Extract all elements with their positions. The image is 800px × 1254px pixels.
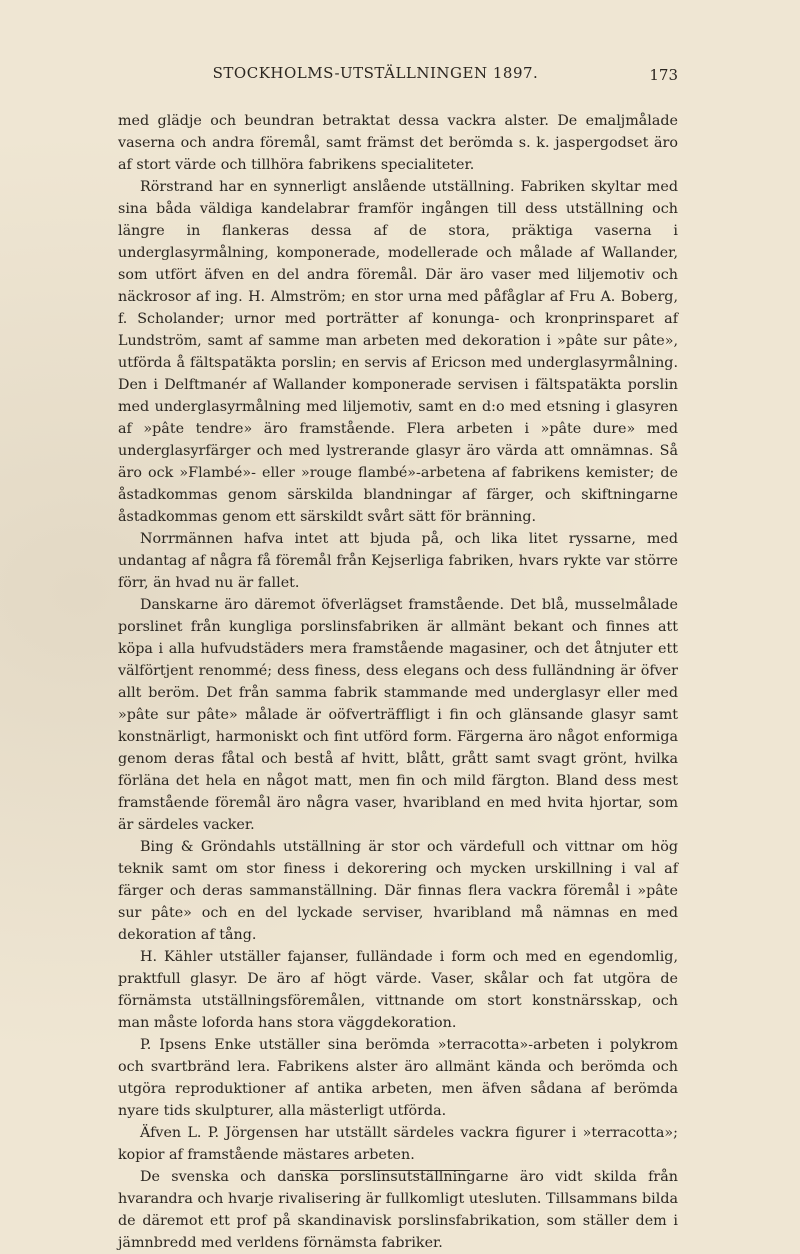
- paragraph: Bing & Gröndahls utställning är stor och värdefull och vittnar om hög teknik samt om stor finess i dekorering och mycken urskillning i val af färger och deras sammanställning. Där finnas flera vackra föremål i »pâte sur pâte» och en del lyckade serviser, hvaribland må nämnas en med dekoration af tång.: [118, 839, 678, 943]
- paragraph: Äfven L. P. Jörgensen har utställt särdeles vackra figurer i »terracotta»; kopior af framstående mästares arbeten.: [118, 1125, 678, 1163]
- running-head: STOCKHOLMS-UTSTÄLLNINGEN 1897.: [212, 64, 539, 82]
- paragraph: med glädje och beundran betraktat dessa vackra alster. De emaljmålade vaserna och andra föremål, samt främst det berömda s. k. jaspergodset äro af stort värde och tillhöra fabrikens specialiteter.: [118, 113, 678, 173]
- paragraph: P. Ipsens Enke utställer sina berömda »terracotta»-arbeten i polykrom och svartbränd lera. Fabrikens alster äro allmänt kända och berömda och utgöra reproduktioner af antika arbeten, men äfven sådana af berömda nyare tids skulpturer, alla mästerligt utförda.: [118, 1037, 678, 1119]
- body-text: [118, 110, 678, 1254]
- page-header: [118, 64, 678, 86]
- paragraph: Norrmännen hafva intet att bjuda på, och lika litet ryssarne, med undantag af några få föremål från Kejserliga fabriken, hvars rykte var större förr, än hvad nu är fallet.: [118, 531, 678, 591]
- paragraph: De svenska och danska porslinsutställningarne äro vidt skilda från hvarandra och hvarje rivalisering är fullkomligt utesluten. Tillsammans bilda de däremot ett prof på skandinavisk porslinsfabrikation, som ställer dem i jämnbredd med verldens förnämsta fabriker.: [118, 1169, 678, 1251]
- end-rule: [300, 1170, 470, 1171]
- paragraph: Rörstrand har en synnerligt anslående utställning. Fabriken skyltar med sina båda väldiga kandelabrar framför ingången till dess utställning och längre in flankeras dessa af de stora, präktiga vaserna i underglasyrmålning, komponerade, modellerade och målade af Wallander, som utfört äfven en del andra föremål. Där äro vaser med liljemotiv och näckrosor af ing. H. Almström; en stor urna med påfåglar af Fru A. Boberg, f. Scholander; urnor med porträtter af konunga- och kronprinsparet af Lundström, samt af samme man arbeten med dekoration i »pâte sur pâte», utförda å fältspatäkta porslin; en servis af Ericson med underglasyrmålning. Den i Delftmanér af Wallander komponerade servisen i fältspatäkta porslin med underglasyrmålning med liljemotiv, samt en d:o med etsning i glasyren af »pâte tendre» äro framstående. Flera arbeten i »pâte dure» med underglasyrfärger och med lystrerande glasyr äro värda att omnämnas. Så äro ock »Flambé»- eller »rouge flambé»-arbetena af fabrikens kemister; de åstadkommas genom särskilda blandningar af färger, och skiftningarne åstadkommas genom ett särskildt svårt sätt för bränning.: [118, 179, 678, 525]
- paragraph: Danskarne äro däremot öfverlägset framstående. Det blå, musselmålade porslinet från kungliga porslinsfabriken är allmänt bekant och finnes att köpa i alla hufvudstäders mera framstående magasiner, och det åtnjuter ett välförtjent renommé; dess finess, dess elegans och dess fulländning är öfver allt beröm. Det från samma fabrik stammande med underglasyr eller med »pâte sur pâte» målade är oöfverträffligt i fin och glänsande glasyr samt konstnärligt, harmoniskt och fint utförd form. Färgerna äro något enformiga genom deras fåtal och bestå af hvitt, blått, grått samt svagt grönt, hvilka förläna det hela en något matt, men fin och mild färgton. Bland dess mest framstående föremål äro några vaser, hvaribland en med hvita hjortar, som är särdeles vacker.: [118, 597, 678, 833]
- paragraph: H. Kähler utställer fajanser, fulländade i form och med en egendomlig, praktfull glasyr. De äro af högt värde. Vaser, skålar och fat utgöra de förnämsta utställningsföremålen, vittnande om stort konstnärsskap, och man måste loforda hans stora väggdekoration.: [118, 949, 678, 1031]
- page-number: 173: [649, 66, 678, 84]
